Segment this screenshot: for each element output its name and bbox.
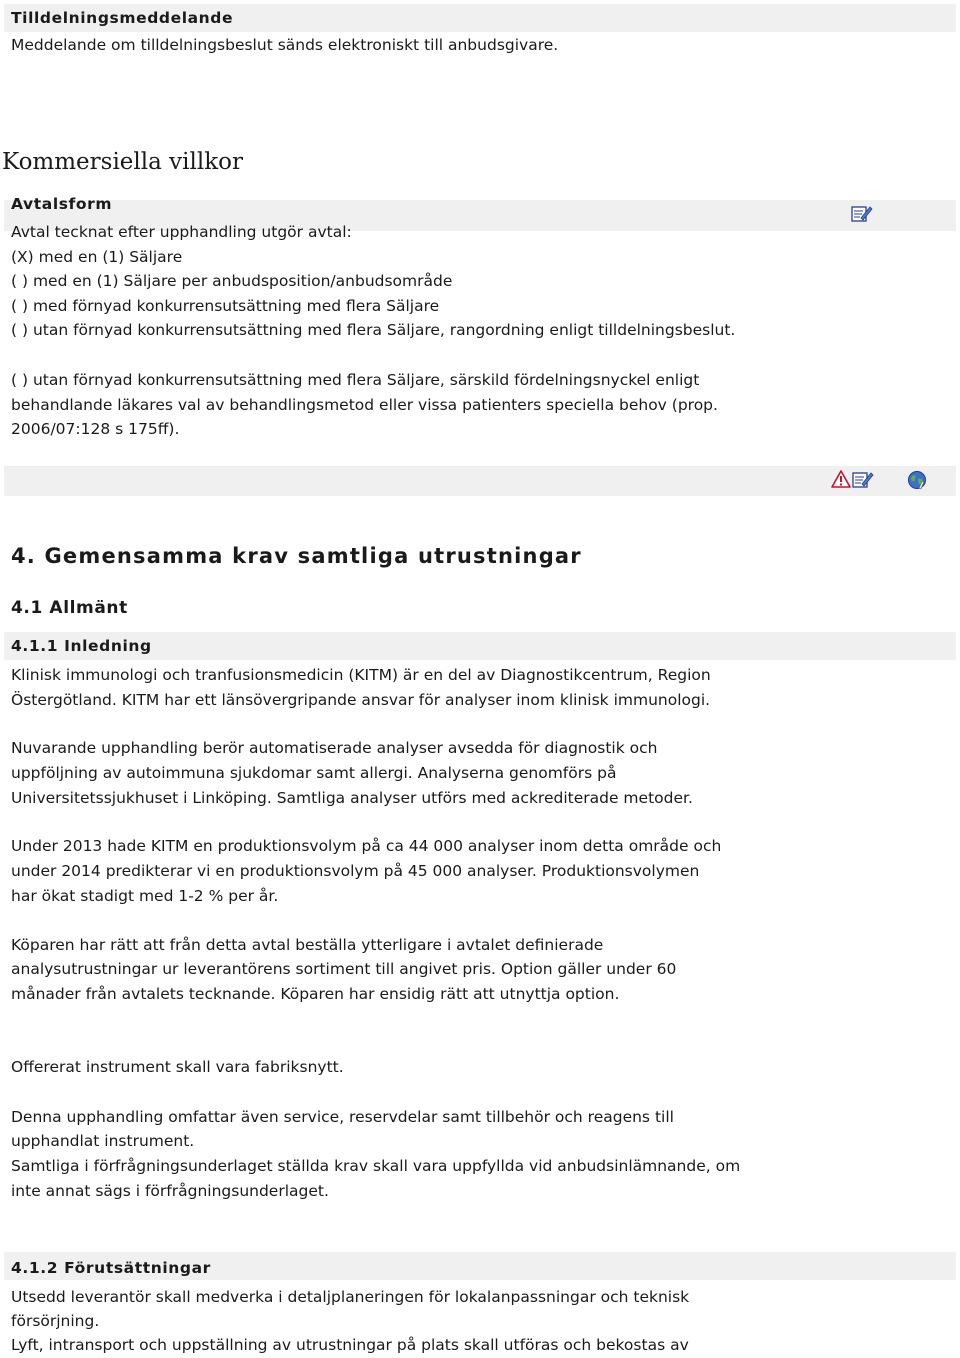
avtal-option-5-line3: 2006/07:128 s 175ff). <box>11 420 180 438</box>
p1-line1: Klinisk immunologi och tranfusionsmedicin (KITM) är en del av Diagnostikcentrum, Region <box>11 666 711 684</box>
section-4-1-title: 4.1 Allmänt <box>11 598 128 618</box>
p6-line1: Denna upphandling omfattar även service, reservdelar samt tillbehör och reagens till <box>11 1108 674 1126</box>
avtal-option-4: ( ) utan förnyad konkurrensutsättning med flera Säljare, rangordning enligt tilldelningsbeslut. <box>11 321 736 339</box>
avtal-option-2: ( ) med en (1) Säljare per anbudsposition/anbudsområde <box>11 272 453 290</box>
warning-icon[interactable] <box>831 470 851 494</box>
avtal-option-1: (X) med en (1) Säljare <box>11 248 183 266</box>
p2-line2: uppföljning av autoimmuna sjukdomar samt allergi. Analyserna genomförs på <box>11 764 617 782</box>
avtalsform-label: Avtalsform <box>11 195 113 213</box>
p1-line2: Östergötland. KITM har ett länsövergripande ansvar för analyser inom klinisk immunologi. <box>11 691 711 709</box>
p7-line3: Lyft, intransport och uppställning av utrustningar på plats skall utföras och bekostas av <box>11 1336 689 1354</box>
toolbar-bar <box>4 466 956 496</box>
section-4-title: 4. Gemensamma krav samtliga utrustningar <box>11 544 582 568</box>
tilldelning-text: Meddelande om tilldelningsbeslut sänds elektroniskt till anbudsgivare. <box>11 36 559 54</box>
avtal-option-3: ( ) med förnyad konkurrensutsättning med flera Säljare <box>11 297 440 315</box>
p7-line2: försörjning. <box>11 1312 100 1330</box>
edit-note-icon[interactable] <box>851 204 873 228</box>
forutsattningar-label: 4.1.2 Förutsättningar <box>11 1259 211 1277</box>
edit-note-icon[interactable] <box>852 470 874 494</box>
inledning-label: 4.1.1 Inledning <box>11 637 152 655</box>
p6-line4: inte annat sägs i förfrågningsunderlaget. <box>11 1182 329 1200</box>
p4-line3: månader från avtalets tecknande. Köparen har ensidig rätt att utnyttja option. <box>11 985 620 1003</box>
p4-line1: Köparen har rätt att från detta avtal beställa ytterligare i avtalet definierade <box>11 936 604 954</box>
p3-line3: har ökat stadigt med 1-2 % per år. <box>11 887 279 905</box>
p3-line1: Under 2013 hade KITM en produktionsvolym på ca 44 000 analyser inom detta område och <box>11 837 722 855</box>
avtal-intro: Avtal tecknat efter upphandling utgör avtal: <box>11 223 352 241</box>
kommersiella-title: Kommersiella villkor <box>2 149 243 175</box>
p6-line3: Samtliga i förfrågningsunderlaget ställda krav skall vara uppfyllda vid anbudsinlämnande, om <box>11 1157 741 1175</box>
p6-line2: upphandlat instrument. <box>11 1132 195 1150</box>
p3-line2: under 2014 predikterar vi en produktionsvolym på 45 000 analyser. Produktionsvolymen <box>11 862 700 880</box>
avtal-option-5-line2: behandlande läkares val av behandlingsmetod eller vissa patienters speciella behov (prop. <box>11 396 718 414</box>
p2-line1: Nuvarande upphandling berör automatiserade analyser avsedda för diagnostik och <box>11 739 658 757</box>
avtal-option-5-line1: ( ) utan förnyad konkurrensutsättning med flera Säljare, särskild fördelningsnyckel enligt <box>11 371 700 389</box>
p2-line3: Universitetssjukhuset i Linköping. Samtliga analyser utförs med ackrediterade metoder. <box>11 789 693 807</box>
tilldelning-label: Tilldelningsmeddelande <box>11 9 234 27</box>
globe-icon[interactable] <box>907 470 927 494</box>
p7-line1: Utsedd leverantör skall medverka i detaljplaneringen för lokalanpassningar och teknisk <box>11 1288 690 1306</box>
p4-line2: analysutrustningar ur leverantörens sortiment till angivet pris. Option gäller under 60 <box>11 960 677 978</box>
p5-line1: Offererat instrument skall vara fabriksnytt. <box>11 1058 344 1076</box>
